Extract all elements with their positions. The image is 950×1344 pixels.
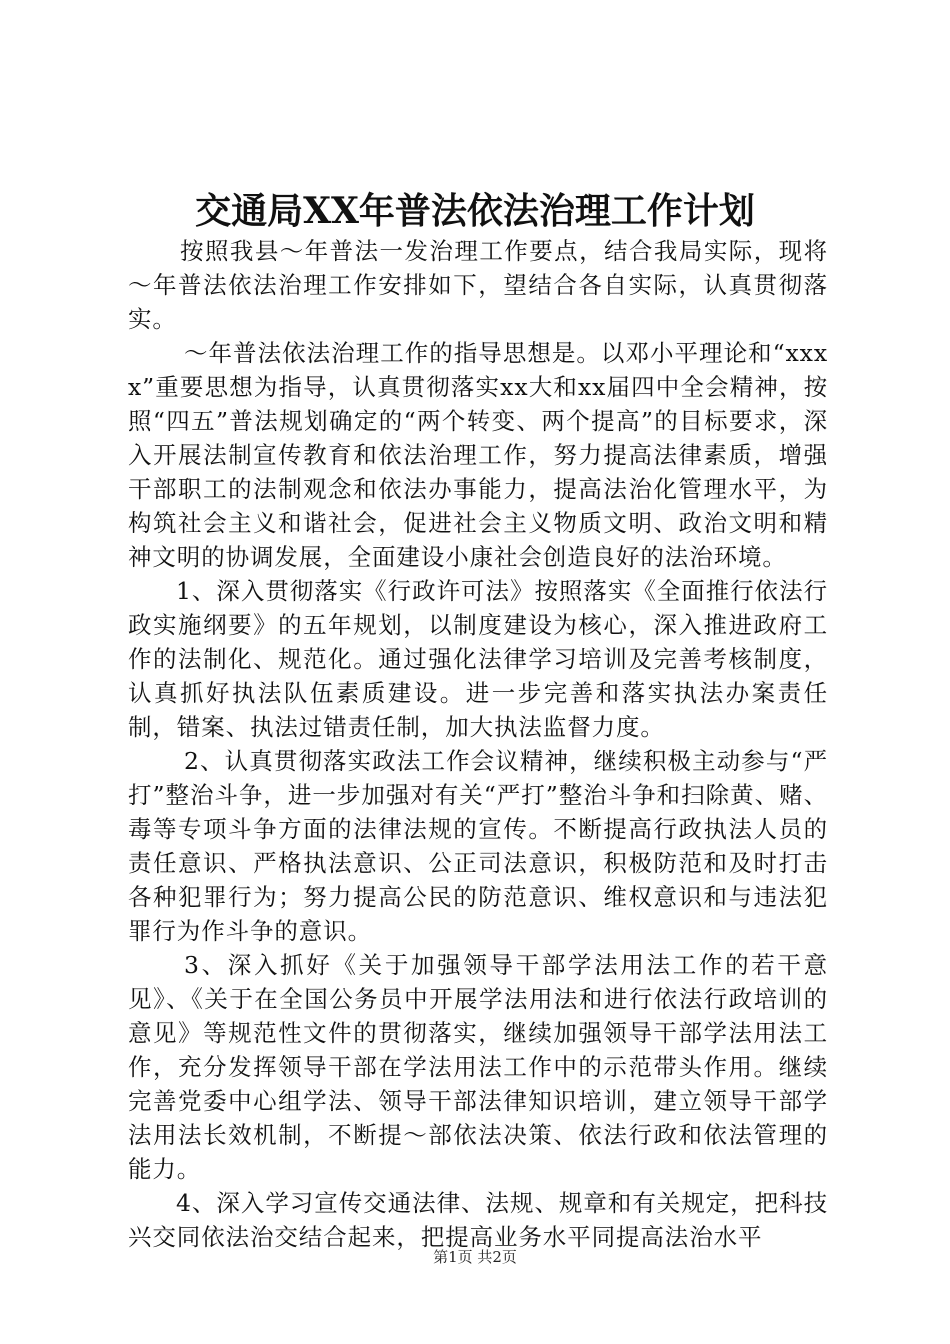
paragraph-item-3: 3、深入抓好《关于加强领导干部学法用法工作的若干意见》、《关于在全国公务员中开展学法用法和进行依法行政培训的意见》等规范性文件的贯彻落实，继续加强领导干部学法用法工作，充分发挥领导干部在学法用法工作中的示范带头作用。继续完善党委中心组学法、领导干部法律知识培训，建立领导干部学法用法长效机制，不断提～部依法决策、依法行政和依法管理的能力。 [128,951,828,1183]
paragraph-item-4: 4、深入学习宣传交通法律、法规、规章和有关规定，把科技兴交同依法治交结合起来，把提高业务水平同提高法治水平 [128,1189,828,1251]
paragraph-guiding-ideology: ～年普法依法治理工作的指导思想是。以邓小平理论和“xxxx”重要思想为指导，认真贯彻落实xx大和xx届四中全会精神，按照“四五”普法规划确定的“两个转变、两个提高”的目标要求，深入开展法制宣传教育和依法治理工作，努力提高法律素质，增强干部职工的法制观念和依法办事能力，提高法治化管理水平，为构筑社会主义和谐社会，促进社会主义物质文明、政治文明和精神文明的协调发展，全面建设小康社会创造良好的法治环境。 [128,339,828,571]
document-title: 交通局XX年普法依法治理工作计划 [195,190,755,232]
paragraph-intro: 按照我县～年普法一发治理工作要点，结合我局实际，现将～年普法依法治理工作安排如下，望结合各自实际，认真贯彻落实。 [128,237,828,333]
paragraph-item-2: 2、认真贯彻落实政法工作会议精神，继续积极主动参与“严打”整治斗争，进一步加强对有关“严打”整治斗争和扫除黄、赌、毒等专项斗争方面的法律法规的宣传。不断提高行政执法人员的责任意识、严格执法意识、公正司法意识，积极防范和及时打击各种犯罪行为；努力提高公民的防范意识、维权意识和与违法犯罪行为作斗争的意识。 [128,747,828,945]
paragraph-item-1: 1、深入贯彻落实《行政许可法》按照落实《全面推行依法行政实施纲要》的五年规划，以制度建设为核心，深入推进政府工作的法制化、规范化。通过强化法律学习培训及完善考核制度，认真抓好执法队伍素质建设。进一步完善和落实执法办案责任制，错案、执法过错责任制，加大执法监督力度。 [128,577,828,741]
document-body [128,234,828,1254]
page-number-footer: 第1页 共2页 [433,1248,517,1266]
